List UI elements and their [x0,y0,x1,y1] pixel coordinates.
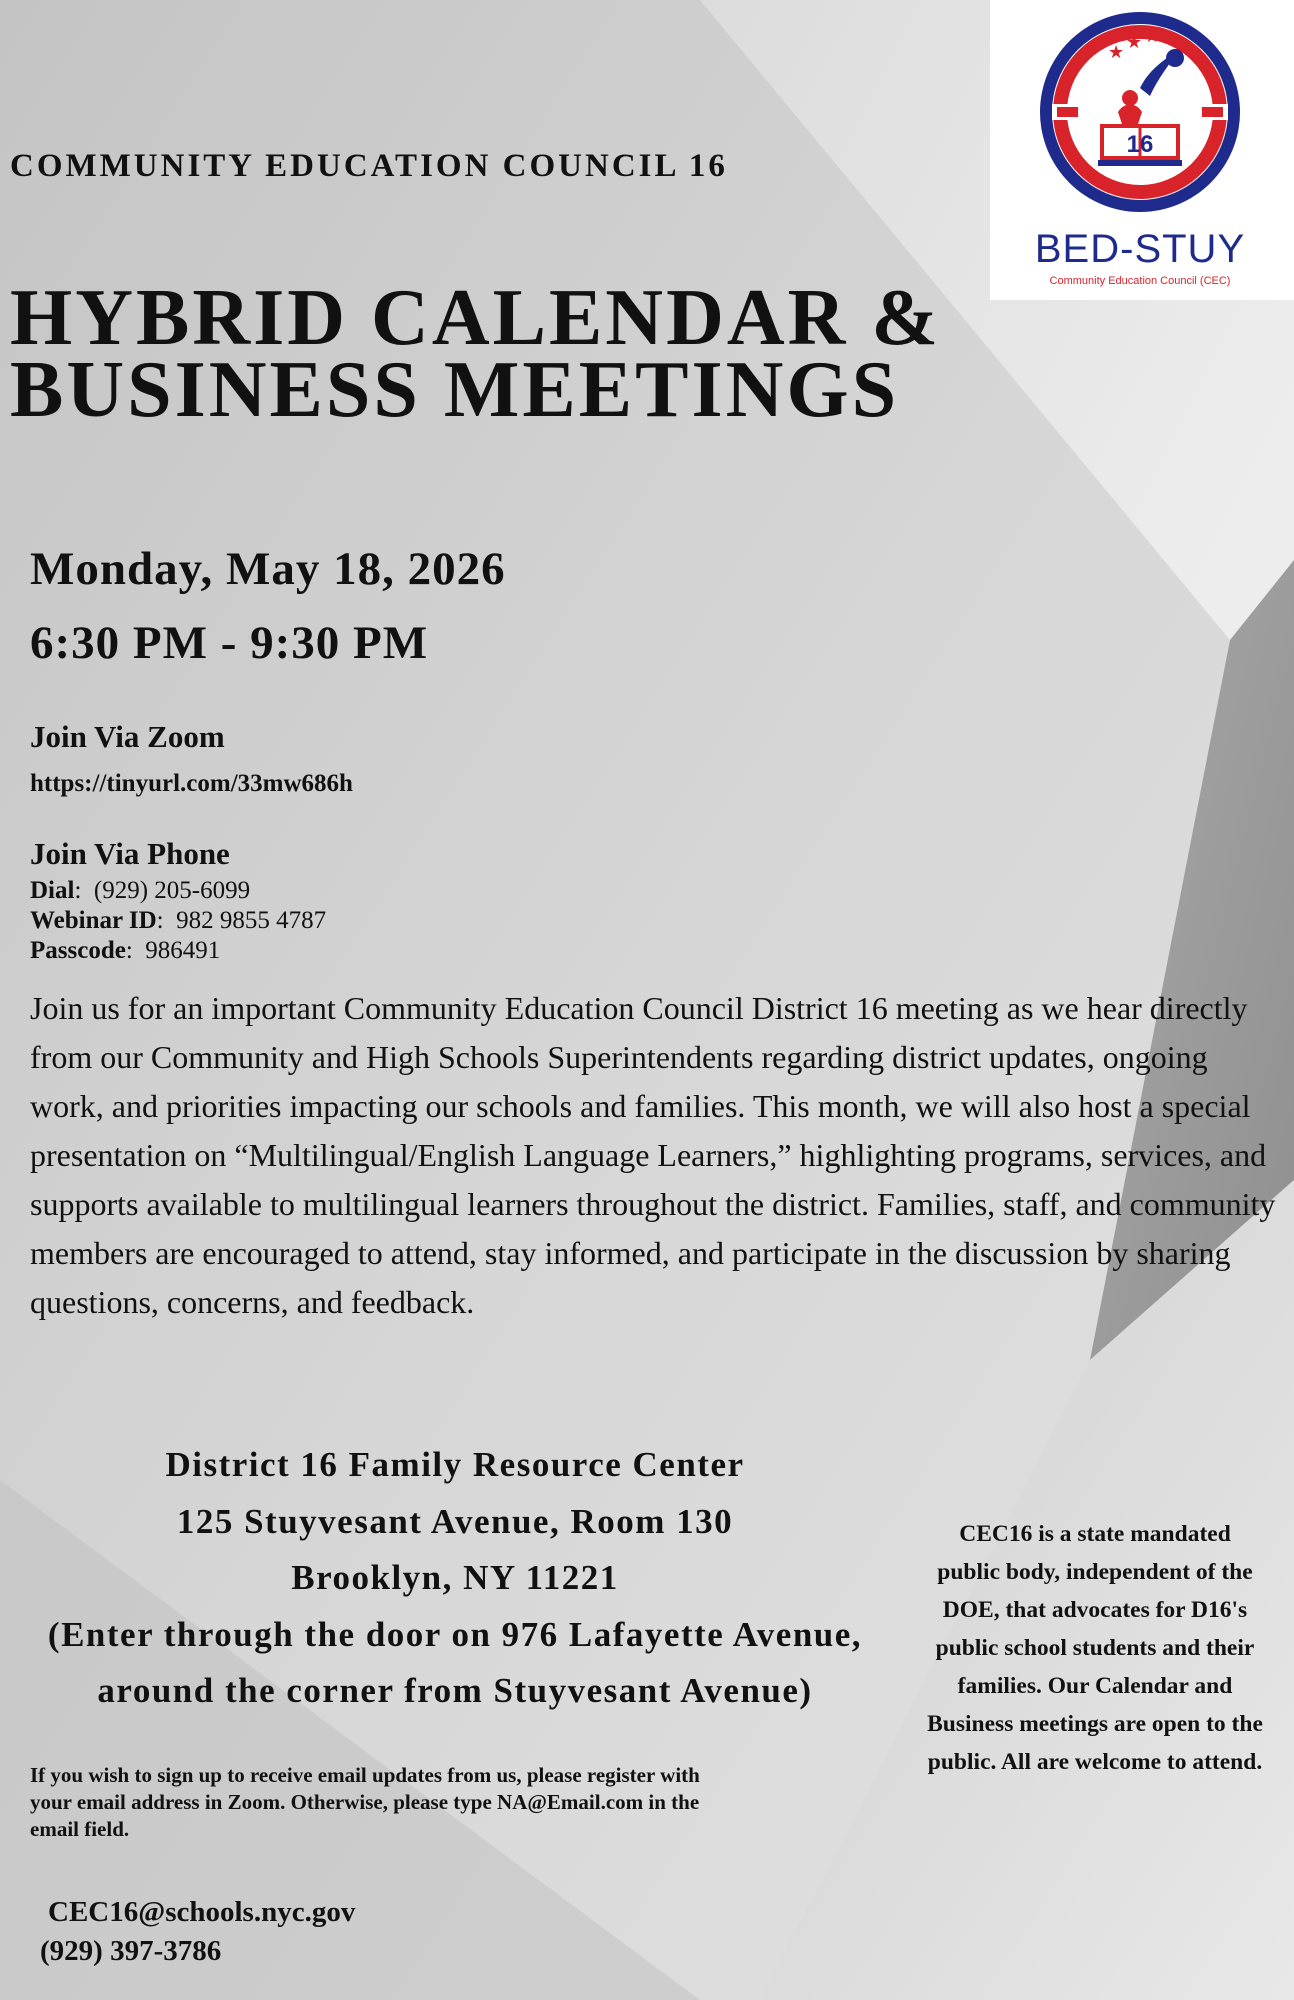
meeting-datetime [30,532,506,680]
location-line-1: District 16 Family Resource Center [165,1445,745,1484]
location-line-3: Brooklyn, NY 11221 [291,1558,619,1597]
webinar-id: 982 9855 4787 [176,907,327,934]
zoom-link[interactable]: https://tinyurl.com/33mw686h [30,770,353,797]
cec-statement: CEC16 is a state mandated public body, independent of the DOE, that advocates for D16's public school students and their families. Our Calendar and Business meetings are open to the public. All are welcome to attend. [927,1521,1263,1775]
webinar-row: Webinar ID: 982 9855 4787 [30,907,327,934]
contact-info [40,1893,356,1971]
page-title [10,274,942,434]
webinar-label: Webinar ID [30,907,157,934]
location-line-2: 125 Stuyvesant Avenue, Room 130 [176,1501,734,1541]
passcode-label: Passcode [30,937,126,964]
svg-text:★: ★ [1126,32,1143,53]
svg-text:★: ★ [1108,42,1125,63]
title-line-2: BUSINESS MEETINGS [10,346,900,434]
passcode: 986491 [145,937,221,964]
meeting-time: 6:30 PM - 9:30 PM [30,617,429,669]
meeting-description: Join us for an important Community Education Council District 16 meeting as we hear directly from our Community and High Schools Superintendents regarding district updates, ongoing work, and priorities impacting our schools and families. This month, we will also host a special presentation on “Multilingual/English Language Learners,” highlighting programs, services, and supports available to multilingual learners throughout the district. Families, staff, and community members are encouraged to attend, stay informed, and participate in the discussion by sharing questions, concerns, and feedback. [30,990,1276,1320]
location-line-4: (Enter through the door on 976 Lafayette Avenue, [47,1614,863,1654]
title-line-1: HYBRID CALENDAR & [10,274,942,362]
phone-details [30,876,326,966]
dial-number: (929) 205-6099 [93,877,251,904]
logo-number: 16 [1126,131,1154,158]
council-name: COMMUNITY EDUCATION COUNCIL 16 [10,148,728,184]
bed-stuy-logo [990,0,1294,300]
passcode-row: Passcode: 986491 [30,937,221,964]
signup-note: If you wish to sign up to receive email updates from us, please register with your email address in Zoom. Otherwise, please type NA@Email.com in the email field. [30,1763,700,1841]
location-line-5: around the corner from Stuyvesant Avenue) [97,1671,813,1710]
logo-tagline: Community Education Council (CEC) [1049,275,1231,287]
logo-wordmark: BED-STUY [1034,227,1246,271]
dial-label: Dial [30,877,75,904]
contact-phone: (929) 397-3786 [40,1935,222,1967]
logo-emblem-icon [990,0,1294,300]
meeting-date: Monday, May 18, 2026 [30,543,506,595]
dial-row: Dial: (929) 205-6099 [30,877,251,904]
phone-heading: Join Via Phone [30,836,230,871]
zoom-heading: Join Via Zoom [30,719,225,754]
meeting-location [0,1437,910,1720]
contact-email[interactable]: CEC16@schools.nyc.gov [48,1896,356,1928]
svg-text:★: ★ [1144,26,1161,47]
